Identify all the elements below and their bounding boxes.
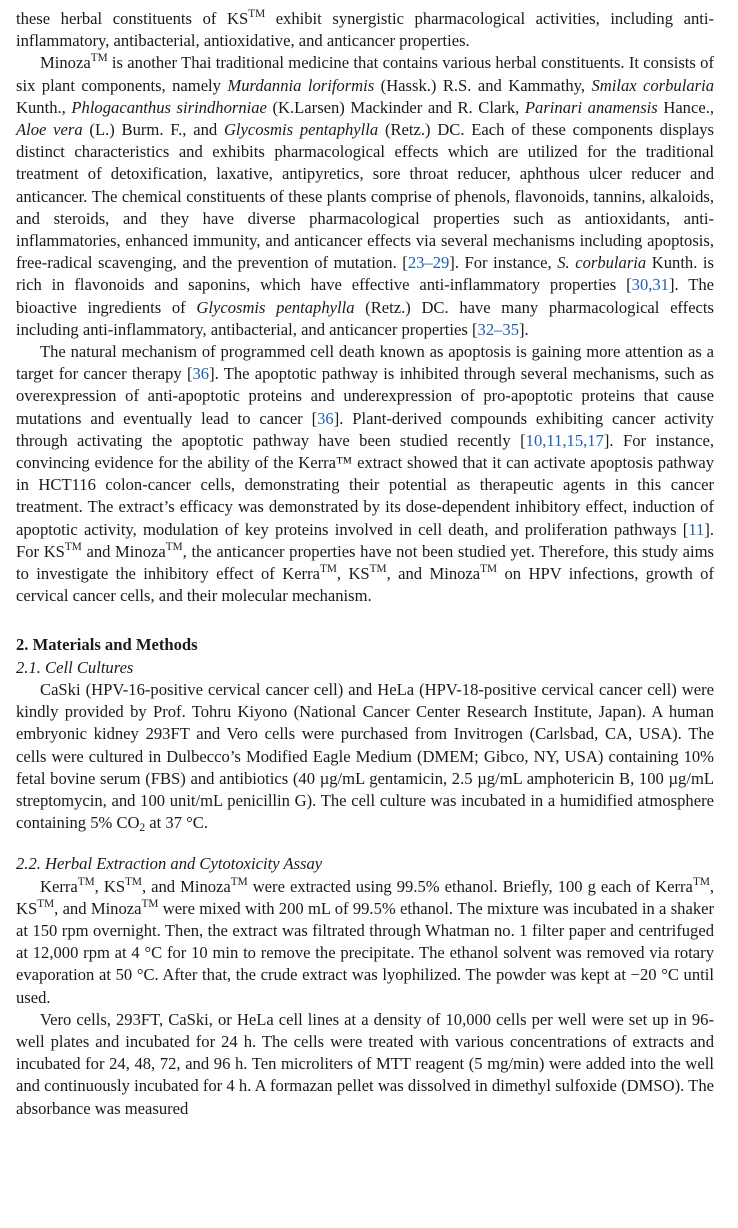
italic-term: Phlogacanthus sirindhorniae <box>71 97 267 117</box>
subsection-heading-cell-cultures: 2.1. Cell Cultures <box>16 657 134 677</box>
document-page <box>16 8 714 1120</box>
italic-term: Murdannia loriformis <box>227 75 375 95</box>
superscript: TM <box>141 897 159 910</box>
text-run: , KS <box>94 876 126 896</box>
italic-term: Glycosmis pentaphylla <box>196 297 355 317</box>
text-run: CaSki (HPV-16-positive cervical cancer cell) and HeLa (HPV-18-positive cervical cancer cell) were kindly provided by Prof. Tohru Kiyono (National Cancer Center Research Institute, Japan). A human embryonic kidney 293FT and Vero cells were purchased from Invitrogen (Carlsbad, CA, USA). The cells were cultured in Dulbecco’s Modified Eagle Medium (DMEM; Gibco, NY, USA) containing 10% fetal bovine serum (FBS) and antibiotics (40 µg/mL gentamicin, 2.5 µg/mL amphotericin B, 100 µg/mL streptomycin, and 100 unit/mL penicillin G). The cell culture was incubated in a humidified atmosphere containing 5% CO <box>16 679 714 833</box>
text-run: ]. For KS <box>16 519 714 561</box>
text-run: , KS <box>336 564 370 584</box>
citation-link[interactable]: 11 <box>688 519 705 539</box>
text-run: , and Minoza <box>141 876 231 896</box>
italic-term: Smilax corbularia <box>591 75 714 95</box>
italic-term: Aloe vera <box>16 120 83 140</box>
superscript: TM <box>248 8 266 21</box>
text-run: at 37 °C. <box>145 813 209 833</box>
text-run: The natural mechanism of programmed cell death known as apoptosis is gaining more attention as a target for cancer therapy [ <box>16 342 714 384</box>
text-run: ]. The bioactive ingredients of <box>16 275 715 317</box>
section-heading: 2. Materials and Methods <box>16 635 198 655</box>
citation-link[interactable]: 23–29 <box>407 253 450 273</box>
text-run: , KS <box>16 876 714 918</box>
text-run: Minoza <box>40 53 91 73</box>
italic-term: Parinari anamensis <box>524 97 658 117</box>
superscript: TM <box>64 540 82 553</box>
superscript: TM <box>230 875 248 888</box>
text-run: these herbal constituents of KS <box>16 9 249 28</box>
superscript: TM <box>77 875 95 888</box>
text-run: (K.Larsen) Mackinder and R. Clark, <box>266 97 525 117</box>
subsection-heading-herbal-extraction: 2.2. Herbal Extraction and Cytotoxicity Assay <box>16 854 323 874</box>
italic-term: Glycosmis pentaphylla <box>223 120 379 140</box>
citation-link[interactable]: 30,31 <box>631 275 669 295</box>
text-run: is another Thai traditional medicine that contains various herbal constituents. It consists of six plant components, namely <box>16 53 714 95</box>
text-run: ]. The apoptotic pathway is inhibited through several mechanisms, such as overexpression of anti-apoptotic proteins and underexpression of pro-apoptotic proteins that cause mutations and eventually lead to cancer [ <box>16 364 714 428</box>
superscript: TM <box>319 563 337 576</box>
text-run: ]. For instance, <box>449 253 558 273</box>
paragraph-intro-continuation <box>16 8 714 52</box>
text-run: and Minoza <box>81 541 166 561</box>
text-run: Vero cells, 293FT, CaSki, or HeLa cell lines at a density of 10,000 cells per well were set up in 96-well plates and incubated for 24 h. The cells were treated with various concentrations of extracts and incubated for 24, 48, 72, and 96 h. Ten microliters of MTT reagent (5 mg/min) were added into the well and continuously incubated for 4 h. A formazan pellet was dissolved in dimethyl sulfoxide (DMSO). The absorbance was measured <box>16 1009 714 1118</box>
superscript: TM <box>90 52 108 65</box>
text-run: were extracted using 99.5% ethanol. Briefly, 100 g each of Kerra <box>247 876 693 896</box>
citation-link[interactable]: 36 <box>192 364 210 384</box>
superscript: TM <box>692 875 710 888</box>
text-run: ]. For instance, convincing evidence for the ability of the Kerra™ extract showed that it can activate apoptosis pathway in HCT116 colon-cancer cells, demonstrating their potential as therapeutic agents in this cancer treatment. The extract’s efficacy was demonstrated by its dose-dependent inhibitory effect, induction of apoptotic activity, modulation of key proteins involved in cell death, and proliferation pathways [ <box>16 430 714 539</box>
paragraph-cell-cultures <box>16 679 714 834</box>
text-run: on HPV infections, growth of cervical cancer cells, and their molecular mechanism. <box>16 564 714 606</box>
paragraph-cytotoxicity <box>16 1009 714 1120</box>
text-run: exhibit synergistic pharmacological activities, including anti-inflammatory, antibacterial, antioxidative, and anticancer properties. <box>16 9 714 51</box>
paragraph-apoptosis <box>16 341 714 607</box>
italic-term: S. corbularia <box>557 253 647 273</box>
paragraph-minoza <box>16 52 714 341</box>
text-run: , and Minoza <box>54 898 142 918</box>
text-run: Kunth. is rich in flavonoids and saponins, which have effective anti-inflammatory properties [ <box>16 253 714 295</box>
text-run: (Retz.) DC. have many pharmacological effects including anti-inflammatory, antibacterial, and anticancer properties [ <box>16 297 714 339</box>
citation-link[interactable]: 36 <box>317 408 334 428</box>
text-run: ]. <box>519 319 529 339</box>
text-run: (L.) Burm. F., and <box>82 120 224 140</box>
superscript: TM <box>37 897 55 910</box>
text-run: , and Minoza <box>386 564 481 584</box>
text-run: Kerra <box>40 876 78 896</box>
superscript: TM <box>480 563 498 576</box>
subscript: 2 <box>139 821 146 834</box>
text-run: Kunth., <box>16 97 72 117</box>
text-run: ]. Plant-derived compounds exhibiting cancer activity through activating the apoptotic pathway have been studied recently [ <box>16 408 714 450</box>
citation-link[interactable]: 10,11,15,17 <box>525 430 604 450</box>
text-run: (Retz.) DC. Each of these components displays distinct characteristics and exhibits pharmacological effects which are utilized for the traditional treatment of detoxification, laxative, antipyretics, sore throat reducer, aphthous ulcer reducer and anticancer. The chemical constituents of these plants comprise of phenols, flavonoids, tannins, alkaloids, and steroids, and they have diverse pharmacological properties such as antioxidants, anti-inflammatories, enhanced immunity, and anticancer effects via several mechanisms including apoptosis, free-radical scavenging, and the prevention of mutation. [ <box>16 120 715 273</box>
text-run: (Hassk.) R.S. and Kammathy, <box>374 75 592 95</box>
paragraph-extraction <box>16 876 714 1009</box>
superscript: TM <box>165 540 183 553</box>
superscript: TM <box>125 875 142 888</box>
text-run: , the anticancer properties have not been studied yet. Therefore, this study aims to investigate the inhibitory effect of Kerra <box>16 541 714 584</box>
citation-link[interactable]: 32–35 <box>477 319 519 339</box>
text-run: were mixed with 200 mL of 99.5% ethanol. The mixture was incubated in a shaker at 150 rpm overnight. Then, the extract was filtrated through Whatman no. 1 filter paper and centrifuged at 12,000 rpm at 4 °C for 10 min to remove the precipitate. The ethanol solvent was removed via rotary evaporation at 50 °C. After that, the crude extract was lyophilized. The powder was kept at −20 °C until used. <box>16 898 715 1007</box>
text-run: Hance., <box>657 97 715 117</box>
superscript: TM <box>369 563 387 576</box>
